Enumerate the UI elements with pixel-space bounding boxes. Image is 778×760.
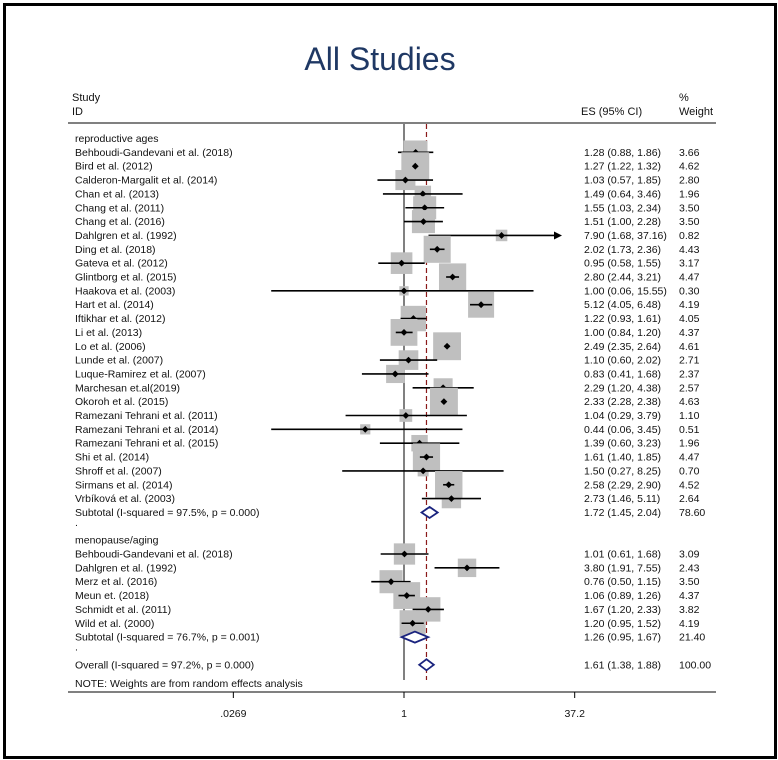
study-label: Dahlgren et al. (1992)	[75, 562, 177, 575]
study-ci-text: 1.03 (0.57, 1.85)	[584, 174, 662, 187]
study-ci-text: 1.50 (0.27, 8.25)	[584, 465, 662, 478]
study-weight-text: 2.43	[679, 562, 700, 575]
study-ci-text: 1.28 (0.88, 1.86)	[584, 146, 662, 159]
study-label: Ramezani Tehrani et al. (2015)	[75, 437, 219, 450]
subtotal-weight-text: 78.60	[679, 506, 706, 519]
study-weight-text: 4.62	[679, 160, 700, 173]
study-weight-text: 4.61	[679, 340, 700, 353]
study-weight-text: 0.30	[679, 285, 700, 298]
study-ci-text: 1.55 (1.03, 2.34)	[584, 202, 662, 215]
study-label: Hart et al. (2014)	[75, 299, 154, 312]
study-label: Luque-Ramirez et al. (2007)	[75, 368, 206, 381]
study-weight-text: 4.37	[679, 590, 700, 603]
study-weight-text: 3.82	[679, 603, 700, 616]
study-weight-text: 3.09	[679, 548, 700, 561]
study-ci-text: 2.80 (2.44, 3.21)	[584, 271, 662, 284]
x-tick-label: 1	[401, 708, 407, 720]
study-weight-text: 4.37	[679, 326, 700, 339]
study-ci-text: 1.10 (0.60, 2.02)	[584, 354, 662, 367]
study-ci-text: 1.20 (0.95, 1.52)	[584, 617, 662, 630]
study-ci-text: 0.95 (0.58, 1.55)	[584, 257, 662, 270]
study-ci-text: 1.27 (1.22, 1.32)	[584, 160, 662, 173]
study-label: Ramezani Tehrani et al. (2014)	[75, 423, 219, 436]
study-ci-text: 2.02 (1.73, 2.36)	[584, 243, 662, 256]
study-weight-text: 4.63	[679, 396, 700, 409]
study-label: Chan et al. (2013)	[75, 188, 160, 201]
overall-ci-text: 1.61 (1.38, 1.88)	[584, 659, 662, 672]
header-weight: Weight	[679, 106, 714, 118]
study-weight-text: 4.47	[679, 451, 700, 464]
study-label: Okoroh et al. (2015)	[75, 396, 169, 409]
study-ci-text: 0.76 (0.50, 1.15)	[584, 576, 662, 589]
study-weight-text: 4.52	[679, 479, 700, 492]
group-label: reproductive ages	[75, 133, 159, 145]
overall-weight-text: 100.00	[679, 659, 712, 672]
plot-marks	[271, 124, 562, 680]
study-weight-text: 3.50	[679, 576, 700, 589]
study-ci-text: 1.00 (0.06, 15.55)	[584, 285, 667, 298]
chart-title: All Studies	[304, 41, 456, 77]
study-label: Ramezani Tehrani et al. (2011)	[75, 410, 218, 422]
study-label: Merz et al. (2016)	[75, 576, 158, 589]
study-ci-text: 2.49 (2.35, 2.64)	[584, 340, 662, 353]
study-weight-text: 0.82	[679, 229, 700, 242]
subtotal-ci-text: 1.26 (0.95, 1.67)	[584, 631, 662, 644]
study-label: Lo et al. (2006)	[75, 340, 146, 353]
study-ci-text: 1.39 (0.60, 3.23)	[584, 437, 662, 450]
study-label: Haakova et al. (2003)	[75, 285, 176, 298]
study-ci-text: 3.80 (1.91, 7.55)	[584, 562, 662, 575]
study-weight-text: 1.96	[679, 437, 700, 450]
study-label: Meun et. (2018)	[75, 590, 150, 603]
study-label: Calderon-Margalit et al. (2014)	[75, 174, 218, 187]
ci-arrow-head	[554, 231, 562, 239]
x-tick-label: .0269	[220, 708, 247, 720]
subtotal-label: Subtotal (I-squared = 97.5%, p = 0.000)	[75, 506, 260, 519]
study-ci-text: 1.67 (1.20, 2.33)	[584, 603, 662, 616]
study-weight-text: 4.19	[679, 617, 700, 630]
study-label: Chang et al. (2016)	[75, 216, 165, 229]
study-weight-text: 2.37	[679, 368, 700, 381]
header-es: ES (95% CI)	[581, 106, 643, 118]
study-ci-text: 1.01 (0.61, 1.68)	[584, 548, 662, 561]
x-tick-label: 37.2	[564, 708, 585, 720]
header-pct: %	[679, 92, 689, 104]
study-weight-text: 0.51	[679, 423, 700, 436]
study-ci-text: 1.06 (0.89, 1.26)	[584, 590, 662, 603]
study-label: Glintborg et al. (2015)	[75, 271, 177, 284]
study-ci-text: 1.49 (0.64, 3.46)	[584, 188, 662, 201]
study-ci-text: 2.58 (2.29, 2.90)	[584, 479, 662, 492]
study-ci-text: 5.12 (4.05, 6.48)	[584, 299, 662, 312]
forest-plot	[6, 6, 774, 756]
study-label: Li et al. (2013)	[75, 326, 143, 339]
study-weight-text: 4.19	[679, 299, 700, 312]
weights-note: NOTE: Weights are from random effects analysis	[75, 678, 303, 690]
study-label: Schmidt et al. (2011)	[75, 603, 172, 616]
overall-diamond	[419, 659, 434, 670]
study-label: Behboudi-Gandevani et al. (2018)	[75, 548, 233, 561]
study-weight-text: 4.43	[679, 243, 700, 256]
study-label: Gateva et al. (2012)	[75, 257, 168, 270]
spacer-dot: .	[75, 516, 78, 529]
chart-frame	[3, 3, 777, 759]
study-label: Ding et al. (2018)	[75, 243, 156, 256]
study-weight-text: 2.64	[679, 493, 700, 506]
study-label: Shroff et al. (2007)	[75, 465, 162, 478]
study-weight-text: 0.70	[679, 465, 700, 478]
study-weight-text: 2.57	[679, 382, 700, 395]
study-weight-text: 1.96	[679, 188, 700, 201]
study-weight-text: 3.66	[679, 146, 700, 159]
subtotal-weight-text: 21.40	[679, 631, 706, 644]
study-weight-text: 3.17	[679, 257, 700, 270]
spacer-dot: .	[75, 641, 78, 654]
study-weight-text: 2.71	[679, 354, 700, 367]
study-label: Shi et al. (2014)	[75, 451, 150, 464]
study-ci-text: 1.51 (1.00, 2.28)	[584, 216, 662, 229]
study-label: Behboudi-Gandevani et al. (2018)	[75, 146, 233, 159]
study-weight-text: 3.50	[679, 216, 700, 229]
study-ci-text: 2.73 (1.46, 5.11)	[584, 493, 661, 506]
overall-label: Overall (I-squared = 97.2%, p = 0.000)	[75, 659, 255, 672]
subtotal-diamond	[422, 507, 438, 518]
study-ci-text: 7.90 (1.68, 37.16)	[584, 229, 667, 242]
study-ci-text: 1.00 (0.84, 1.20)	[584, 326, 662, 339]
study-label: Chang et al. (2011)	[75, 202, 165, 215]
study-weight-text: 4.05	[679, 313, 700, 326]
study-ci-text: 0.83 (0.41, 1.68)	[584, 368, 662, 381]
study-weight-text: 2.80	[679, 174, 700, 187]
study-label: Vrbíková et al. (2003)	[75, 493, 175, 506]
study-label: Dahlgren et al. (1992)	[75, 229, 177, 242]
study-weight-text: 4.47	[679, 271, 700, 284]
study-label: Bird et al. (2012)	[75, 160, 153, 173]
study-ci-text: 1.22 (0.93, 1.61)	[584, 313, 662, 326]
study-ci-text: 2.33 (2.28, 2.38)	[584, 396, 662, 409]
study-ci-text: 1.04 (0.29, 3.79)	[584, 410, 662, 422]
study-weight-text: 1.10	[679, 410, 700, 422]
study-ci-text: 2.29 (1.20, 4.38)	[584, 382, 662, 395]
study-label: Sirmans et al. (2014)	[75, 479, 173, 492]
study-ci-text: 0.44 (0.06, 3.45)	[584, 423, 662, 436]
study-weight-text: 3.50	[679, 202, 700, 215]
subtotal-ci-text: 1.72 (1.45, 2.04)	[584, 506, 662, 519]
x-axis	[220, 692, 585, 720]
study-ci-text: 1.61 (1.40, 1.85)	[584, 451, 662, 464]
study-label: Iftikhar et al. (2012)	[75, 313, 166, 326]
subtotal-label: Subtotal (I-squared = 76.7%, p = 0.001)	[75, 631, 260, 644]
study-label: Wild et al. (2000)	[75, 617, 155, 630]
study-label: Marchesan et.al(2019)	[75, 382, 181, 395]
group-label: menopause/aging	[75, 534, 159, 547]
study-label: Lunde et al. (2007)	[75, 354, 164, 367]
header-id: ID	[72, 106, 83, 118]
header-study: Study	[72, 92, 101, 104]
